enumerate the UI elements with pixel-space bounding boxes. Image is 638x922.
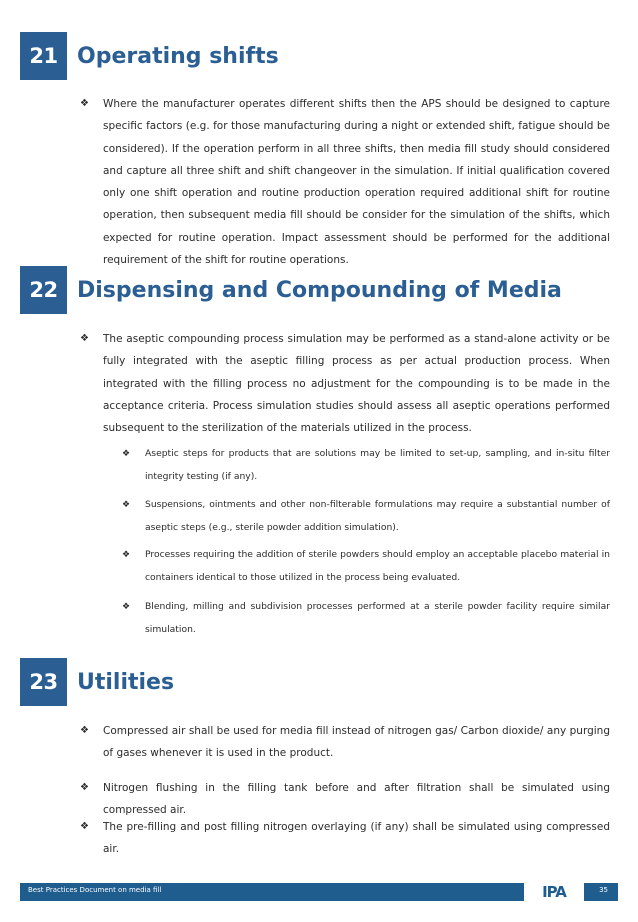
- section-22-header: [20, 266, 562, 314]
- section-title: Utilities: [77, 669, 175, 695]
- bullet-text: Compressed air shall be used for media fill instead of nitrogen gas/ Carbon dioxide/ any purging of gases whenever it is used in the product.: [103, 725, 610, 760]
- sub-list-item: [122, 443, 610, 488]
- diamond-bullet-icon: ❖: [80, 782, 89, 793]
- section-title: Operating shifts: [77, 43, 279, 69]
- section-number: 21: [20, 32, 67, 80]
- diamond-bullet-icon: ❖: [80, 725, 89, 736]
- sub-list-item: [122, 596, 610, 641]
- list-item: [80, 328, 610, 439]
- diamond-bullet-icon: ❖: [80, 98, 89, 109]
- list-item: [80, 777, 610, 822]
- section-23-header: [20, 658, 174, 706]
- bullet-text: Where the manufacturer operates different shifts then the APS should be designed to capture specific factors (e.g. for those manufacturing during a night or extended shift, fatigue should be considered). If the operation perform in all three shifts, then media fill study should considered and capture all three shift and shift changeover in the simulation. If initial qualification covered only one shift operation and routine production operation required additional shift for routine operation, then subsequent media fill should be consider for the simulation of the shifts, which expected for routine operation. Impact assessment should be performed for the additional requirement of the shift for routine operations.: [103, 98, 610, 267]
- sub-list-item: [122, 544, 610, 589]
- section-title: Dispensing and Compounding of Media: [77, 277, 562, 303]
- bullet-text: The aseptic compounding process simulation may be performed as a stand-alone activity or be fully integrated with the aseptic filling process as per actual production process. When integrated with the filling process no adjustment for the compounding is to be made in the acceptance criteria. Process simulation studies should assess all aseptic operations performed subsequent to the sterilization of the materials utilized in the process.: [103, 333, 610, 435]
- section-number: 23: [20, 658, 67, 706]
- diamond-bullet-icon: ❖: [122, 449, 131, 459]
- sub-list-item: [122, 494, 610, 539]
- diamond-bullet-icon: ❖: [80, 333, 89, 344]
- diamond-bullet-icon: ❖: [122, 500, 131, 510]
- bullet-text: The pre-filling and post filling nitrogen overlaying (if any) shall be simulated using compressed air.: [103, 821, 610, 856]
- page-number: 35: [599, 886, 608, 894]
- list-item: [80, 816, 610, 861]
- sub-bullet-text: Suspensions, ointments and other non-filterable formulations may require a substantial number of aseptic steps (e.g., sterile powder addition simulation).: [145, 499, 610, 533]
- ipa-logo: [524, 883, 584, 901]
- sub-bullet-text: Aseptic steps for products that are solutions may be limited to set-up, sampling, and in-situ filter integrity testing (if any).: [145, 448, 610, 482]
- diamond-bullet-icon: ❖: [80, 821, 89, 832]
- diamond-bullet-icon: ❖: [122, 550, 131, 560]
- footer-doc-title: Best Practices Document on media fill: [28, 886, 162, 894]
- sub-bullet-text: Processes requiring the addition of sterile powders should employ an acceptable placebo material in containers identical to those utilized in the process being evaluated.: [145, 549, 610, 583]
- page-footer: [20, 883, 618, 901]
- diamond-bullet-icon: ❖: [122, 602, 131, 612]
- section-21-header: [20, 32, 279, 80]
- section-number: 22: [20, 266, 67, 314]
- logo-text: IPA: [542, 883, 566, 901]
- sub-bullet-text: Blending, milling and subdivision processes performed at a sterile powder facility require similar simulation.: [145, 601, 610, 635]
- list-item: [80, 93, 610, 271]
- bullet-text: Nitrogen flushing in the filling tank before and after filtration shall be simulated using compressed air.: [103, 782, 610, 817]
- list-item: [80, 720, 610, 765]
